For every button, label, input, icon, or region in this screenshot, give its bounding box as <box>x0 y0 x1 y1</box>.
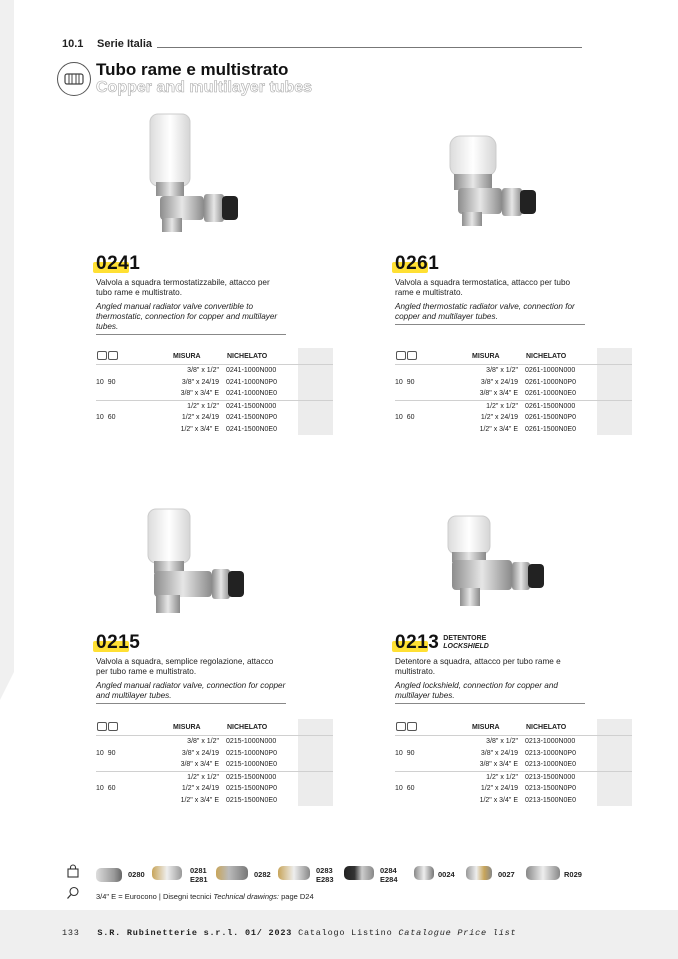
page-number: 133 <box>62 928 80 938</box>
section-number: 10.1 <box>62 38 84 50</box>
pack-icons-header <box>96 348 136 365</box>
description-italian: Valvola a squadra termostatizzabile, attacco per tubo rame e multistrato. <box>96 278 270 297</box>
fitting-image-0024 <box>414 866 434 880</box>
carton-icon <box>407 351 417 360</box>
spec-table-0215 <box>96 719 333 806</box>
left-page-stripe <box>0 0 14 700</box>
table-row: 10 90 3/8" x 24/19 0261-1000N0P0 <box>395 377 632 389</box>
table-row: 1/2" x 1/2" 0215-1500N000 <box>96 771 333 783</box>
shopping-bag-icon <box>66 864 80 883</box>
product-0213 <box>395 632 585 704</box>
product-code: 0213 <box>395 632 440 653</box>
col-misura: MISURA <box>173 352 201 360</box>
table-header-row <box>96 719 333 736</box>
fitting-image-0282 <box>216 866 248 880</box>
carton-icon <box>108 351 118 360</box>
page-title-english: Copper and multilayer tubes <box>96 79 313 96</box>
spec-table-0213 <box>395 719 632 806</box>
table-row: 3/8" x 1/2" 0215-1000N000 <box>96 736 333 748</box>
table-row: 10 60 1/2" x 24/19 0215-1500N0P0 <box>96 783 333 795</box>
product-subtitle <box>443 635 489 651</box>
pack-icons-header <box>96 719 136 736</box>
accessory-code: 0281 <box>190 866 207 875</box>
table-row: 10 90 3/8" x 24/19 0213-1000N0P0 <box>395 748 632 760</box>
valve-image-0241 <box>142 110 252 240</box>
table-header-row <box>395 348 632 365</box>
subtitle-italian: DETENTORE <box>443 635 487 642</box>
separator <box>395 324 585 325</box>
box-icon <box>97 722 107 731</box>
description-italian: Valvola a squadra termostatica, attacco per tubo rame e multistrato. <box>395 278 571 297</box>
box-icon <box>396 351 406 360</box>
separator <box>96 334 286 335</box>
product-0215 <box>96 632 286 704</box>
table-row: 10 60 1/2" x 24/19 0261-1500N0P0 <box>395 412 632 424</box>
product-code-line <box>395 632 585 654</box>
description-italian: Detentore a squadra, attacco per tubo rame e multistrato. <box>395 657 561 676</box>
accessory-code: E283 <box>316 875 334 884</box>
table-row: 3/8" x 3/4" E 0241-1000N0E0 <box>96 388 333 400</box>
valve-image-0261 <box>440 130 550 240</box>
separator <box>96 703 286 704</box>
table-row: 3/8" x 1/2" 0241-1000N000 <box>96 365 333 377</box>
table-row: 3/8" x 3/4" E 0213-1000N0E0 <box>395 759 632 771</box>
pack-qty: 10 60 <box>96 414 116 421</box>
table-row: 3/8" x 3/4" E 0215-1000N0E0 <box>96 759 333 771</box>
table-header-row <box>395 719 632 736</box>
accessory-code: 0027 <box>498 870 515 879</box>
footer <box>62 928 516 938</box>
description-english: Angled lockshield, connection for copper and multilayer tubes. <box>395 681 558 700</box>
table-row: 3/8" x 1/2" 0213-1000N000 <box>395 736 632 748</box>
magnifier-icon <box>66 886 80 905</box>
accessory-code: 0284 <box>380 866 397 875</box>
pack-qty: 10 90 <box>395 378 415 386</box>
fitting-image-0027 <box>466 866 492 880</box>
box-icon <box>97 351 107 360</box>
package-icons <box>97 722 127 730</box>
description-english: Angled thermostatic radiator valve, connection for copper and multilayer tubes. <box>395 302 575 321</box>
package-icons <box>396 722 426 730</box>
product-code: 0215 <box>96 632 141 653</box>
valve-image-0213 <box>440 510 550 615</box>
pipe-fitting-icon <box>57 62 91 96</box>
catalog-label: Catalogo Listino <box>298 928 393 938</box>
pack-icons-header <box>395 348 435 365</box>
table-row: 1/2" x 3/4" E 0261-1500N0E0 <box>395 424 632 436</box>
company-name: S.R. Rubinetterie s.r.l. <box>97 928 240 938</box>
accessory-code: E281 <box>190 875 208 884</box>
col-misura: MISURA <box>173 723 201 731</box>
col-nichelato: NICHELATO <box>227 352 268 360</box>
fitting-image-R029 <box>526 866 560 880</box>
table-row: 3/8" x 1/2" 0261-1000N000 <box>395 365 632 377</box>
table-header-row <box>96 348 333 365</box>
package-icons <box>97 351 127 359</box>
edition: 01/ 2023 <box>244 928 293 938</box>
table-row: 1/2" x 3/4" E 0215-1500N0E0 <box>96 795 333 807</box>
product-code-line <box>96 253 286 275</box>
fitting-image-0283 <box>278 866 310 880</box>
description-italian: Valvola a squadra, semplice regolazione, attacco per tubo rame e multistrato. <box>96 657 274 676</box>
description-english: Angled manual radiator valve convertible to thermostatic, connection for copper and multilayer tubes. <box>96 302 278 331</box>
table-row: 1/2" x 3/4" E 0241-1500N0E0 <box>96 424 333 436</box>
spec-table-0241 <box>96 348 333 435</box>
product-0261 <box>395 253 585 325</box>
accessory-code: 0283 <box>316 866 333 875</box>
carton-icon <box>407 722 417 731</box>
catalog-label-english: Catalogue Price list <box>398 928 517 938</box>
table-row: 1/2" x 1/2" 0241-1500N000 <box>96 400 333 412</box>
pack-qty: 10 90 <box>96 378 116 386</box>
table-row: 1/2" x 3/4" E 0213-1500N0E0 <box>395 795 632 807</box>
package-icons <box>396 351 426 359</box>
table-row: 1/2" x 1/2" 0213-1500N000 <box>395 771 632 783</box>
product-code-line <box>395 253 585 275</box>
footnote: 3/4" E = Eurocono | Disegni tecnici Technical drawings: page D24 <box>96 892 314 901</box>
product-code-line <box>96 632 286 654</box>
separator <box>395 703 585 704</box>
table-row: 10 90 3/8" x 24/19 0215-1000N0P0 <box>96 748 333 760</box>
table-row: 10 90 3/8" x 24/19 0241-1000N0P0 <box>96 377 333 389</box>
accessory-code: 0282 <box>254 870 271 879</box>
pack-qty: 10 90 <box>96 749 116 757</box>
product-0241 <box>96 253 286 335</box>
col-nichelato: NICHELATO <box>526 723 567 731</box>
description-english: Angled manual radiator valve, connection for copper and multilayer tubes. <box>96 681 286 700</box>
drawings-page-link[interactable]: page D24 <box>281 892 314 901</box>
col-misura: MISURA <box>472 723 500 731</box>
pack-qty: 10 60 <box>96 785 116 792</box>
pack-qty: 10 60 <box>395 414 415 421</box>
product-code: 0241 <box>96 253 141 274</box>
col-misura: MISURA <box>472 352 500 360</box>
table-row: 10 60 1/2" x 24/19 0241-1500N0P0 <box>96 412 333 424</box>
pack-qty: 10 60 <box>395 785 415 792</box>
table-row: 10 60 1/2" x 24/19 0213-1500N0P0 <box>395 783 632 795</box>
table-row: 3/8" x 3/4" E 0261-1000N0E0 <box>395 388 632 400</box>
fitting-image-0281 <box>152 866 182 880</box>
fitting-image-0284 <box>344 866 374 880</box>
pack-qty: 10 90 <box>395 749 415 757</box>
spec-table-0261 <box>395 348 632 435</box>
carton-icon <box>108 722 118 731</box>
subtitle-english: LOCKSHIELD <box>443 643 489 650</box>
accessory-code: R029 <box>564 870 582 879</box>
accessory-code: 0024 <box>438 870 455 879</box>
col-nichelato: NICHELATO <box>526 352 567 360</box>
fitting-image-0280 <box>96 868 122 882</box>
product-code: 0261 <box>395 253 440 274</box>
series-title: Serie Italia <box>97 38 153 50</box>
accessory-code: E284 <box>380 875 398 884</box>
valve-image-0215 <box>142 505 252 620</box>
table-row: 1/2" x 1/2" 0261-1500N000 <box>395 400 632 412</box>
page-title: Tubo rame e multistrato <box>96 60 289 79</box>
pack-icons-header <box>395 719 435 736</box>
accessory-code: 0280 <box>128 870 145 879</box>
col-nichelato: NICHELATO <box>227 723 268 731</box>
box-icon <box>396 722 406 731</box>
header-rule <box>157 47 582 48</box>
